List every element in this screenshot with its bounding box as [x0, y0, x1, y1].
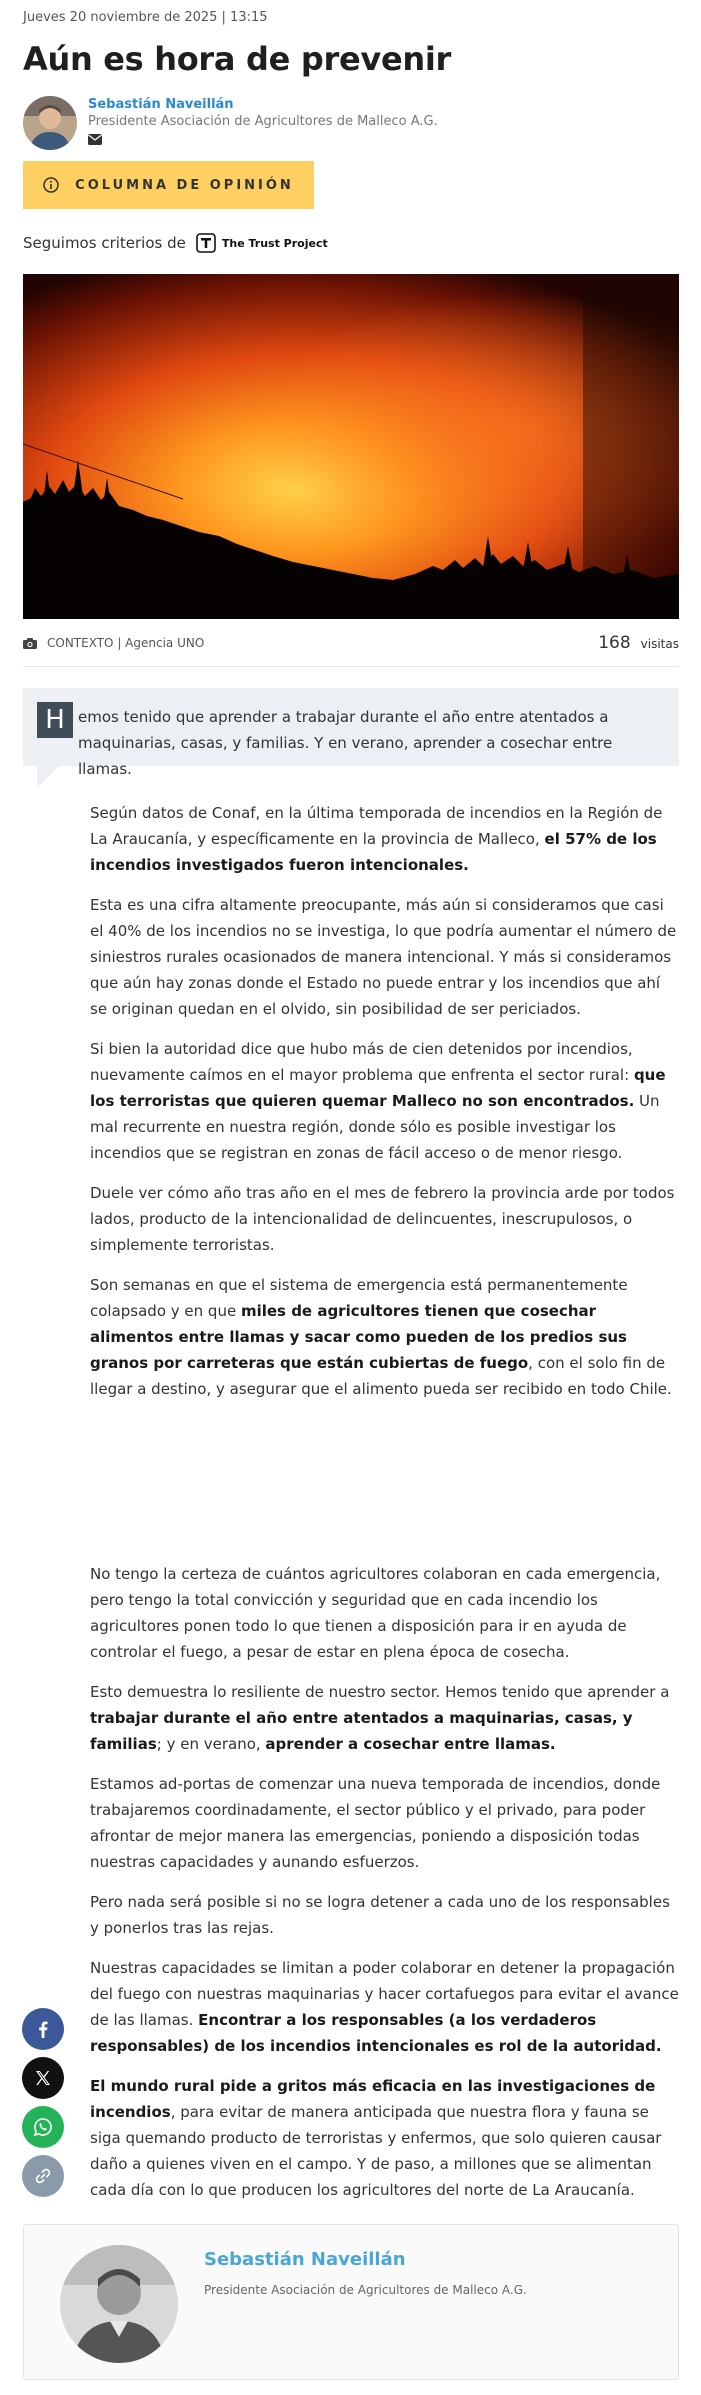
author-card-avatar[interactable] — [60, 2245, 178, 2363]
trust-project-line — [23, 233, 328, 253]
article-date: Jueves 20 noviembre de 2025 | 13:15 — [23, 10, 268, 25]
divider — [23, 666, 679, 667]
article-title: Aún es hora de prevenir — [23, 40, 451, 78]
camera-icon — [23, 638, 37, 649]
paragraph-9: Pero nada será posible si no se logra detener a cada uno de los responsables y ponerlos tras las rejas. — [90, 1893, 670, 1937]
paragraph-8: Estamos ad-portas de comenzar una nueva temporada de incendios, donde trabajaremos coordinadamente, el sector público y el privado, para poder afrontar de mejor manera las emergencias, poniendo a disposición todas nuestras capacidades y aunando esfuerzos. — [90, 1775, 661, 1871]
x-icon — [35, 2070, 51, 2086]
dropcap: H — [37, 702, 73, 738]
share-x-button[interactable] — [22, 2057, 64, 2099]
opinion-column-button[interactable] — [23, 161, 314, 209]
facebook-icon — [34, 2020, 52, 2038]
author-card-name[interactable]: Sebastián Naveillán — [204, 2249, 406, 2270]
article-body-bottom — [90, 1561, 680, 2217]
share-facebook-button[interactable] — [22, 2008, 64, 2050]
lead-box-tail — [37, 766, 59, 788]
author-name-link[interactable]: Sebastián Naveillán — [88, 97, 234, 112]
visits-count: 168 — [598, 633, 631, 653]
photo-caption — [23, 636, 204, 650]
visits-label: visitas — [640, 637, 679, 651]
lead-text: emos tenido que aprender a trabajar durante el año entre atentados a maquinarias, casas, y familias. Y en verano, aprender a cosechar entre llamas. — [78, 708, 613, 778]
trust-project-link[interactable] — [196, 233, 328, 253]
trust-project-text: The Trust Project — [221, 236, 328, 250]
photo-caption-text: CONTEXTO | Agencia UNO — [47, 636, 205, 650]
paragraph-10: Nuestras capacidades se limitan a poder colaborar en detener la propagación del fuego con nuestras maquinarias y hacer cortafuegos para evitar el avance de las llamas. Encontrar a los responsables (a los verdaderos responsables) de los incendios intencionales es rol de la autoridad. — [90, 1959, 679, 2055]
mail-icon[interactable] — [88, 134, 102, 145]
copy-link-button[interactable] — [22, 2155, 64, 2197]
paragraph-2: Esta es una cifra altamente preocupante, más aún si consideramos que casi el 40% de los incendios no se investiga, lo que podría aumentar el número de siniestros rurales ocasionados de manera intencional. Y más si consideramos que aún hay zonas donde el Estado no puede entrar y los incendios que ahí se originan quedan en el olvido, sin posibilidad de ser periciados. — [90, 896, 677, 1018]
info-icon — [43, 177, 59, 193]
author-card-role: Presidente Asociación de Agricultores de Malleco A.G. — [204, 2283, 527, 2297]
article-body-top — [90, 800, 680, 1416]
whatsapp-icon — [33, 2117, 53, 2137]
link-icon — [34, 2167, 52, 2185]
trust-prefix: Seguimos criterios de — [23, 234, 186, 252]
author-avatar[interactable] — [23, 96, 77, 150]
author-card — [23, 2224, 679, 2380]
paragraph-5: Son semanas en que el sistema de emergencia está permanentemente colapsado y en que miles de agricultores tienen que cosechar alimentos entre llamas y sacar como pueden de los predios sus granos por carreteras que están cubiertas de fuego, con el solo fin de llegar a destino, y asegurar que el alimento pueda ser recibido en todo Chile. — [90, 1276, 672, 1398]
paragraph-4: Duele ver cómo año tras año en el mes de febrero la provincia arde por todos lados, producto de la intencionalidad de delincuentes, inescrupulosos, o simplemente terroristas. — [90, 1184, 675, 1254]
paragraph-1: Según datos de Conaf, en la última temporada de incendios en la Región de La Araucanía, y específicamente en la provincia de Malleco, el 57% de los incendios investigados fueron intencionales. — [90, 804, 663, 874]
opinion-column-label: COLUMNA DE OPINIÓN — [75, 177, 294, 193]
paragraph-3: Si bien la autoridad dice que hubo más de cien detenidos por incendios, nuevamente caímos en el mayor problema que enfrenta el sector rural: que los terroristas que quieren quemar Malleco no son encontrados. Un mal recurrente en nuestra región, donde sólo es posible investigar los incendios que se registran en zonas de fácil acceso o de menor riesgo. — [90, 1040, 666, 1162]
hero-wildfire-photo — [23, 274, 679, 619]
paragraph-6: No tengo la certeza de cuántos agricultores colaboran en cada emergencia, pero tengo la total convicción y seguridad que en cada incendio los agricultores ponen todo lo que tienen a disposición para ir en ayuda de controlar el fuego, a pesar de estar en plena época de cosecha. — [90, 1565, 661, 1661]
visits-counter — [598, 633, 679, 653]
paragraph-7: Esto demuestra lo resiliente de nuestro sector. Hemos tenido que aprender a trabajar durante el año entre atentados a maquinarias, casas, y familias; y en verano, aprender a cosechar entre llamas. — [90, 1683, 670, 1753]
paragraph-11: El mundo rural pide a gritos más eficacia en las investigaciones de incendios, para evitar de manera anticipada que nuestra flora y fauna se siga quemando producto de terroristas y enfermos, que solo quieren causar daño a quienes viven en el campo. Y de paso, a millones que se alimentan cada día con lo que producen los agricultores del norte de La Araucanía. — [90, 2077, 662, 2199]
share-whatsapp-button[interactable] — [22, 2106, 64, 2148]
trust-project-icon — [196, 233, 216, 253]
author-role: Presidente Asociación de Agricultores de Malleco A.G. — [88, 114, 438, 129]
